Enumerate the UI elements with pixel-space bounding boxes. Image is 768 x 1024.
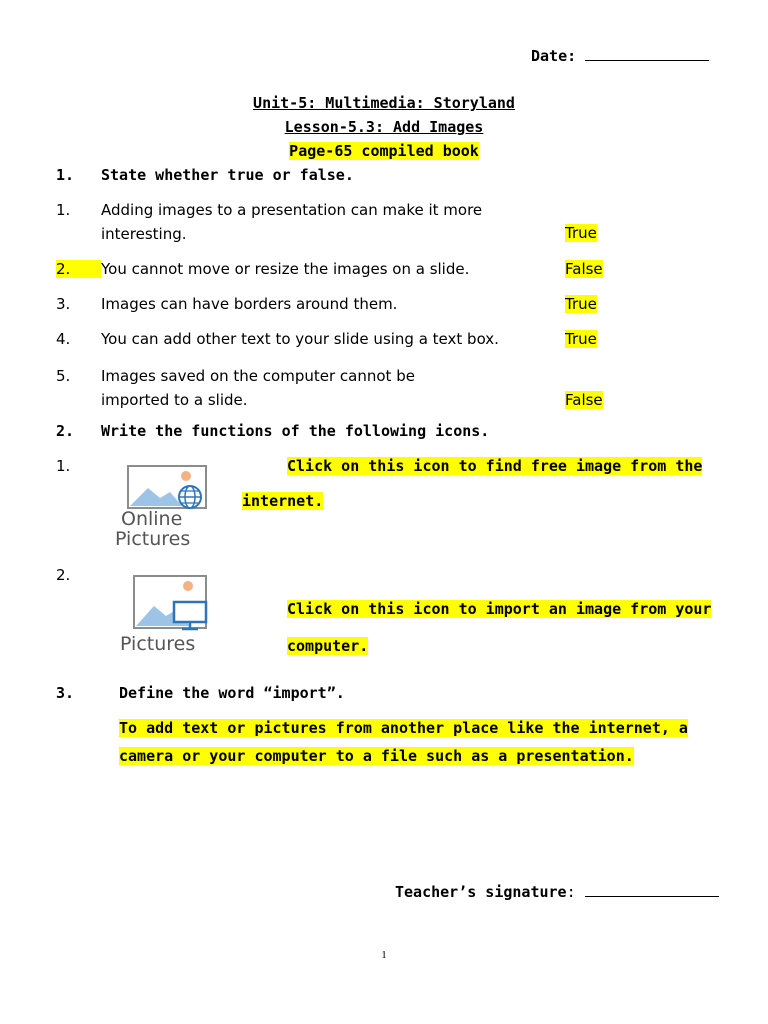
section3-heading: Define the word “import”. [119, 684, 345, 702]
icon-label-line1: Pictures [120, 633, 196, 655]
tf-answer: False [565, 260, 603, 278]
unit-title: Unit-5: Multimedia: Storyland [253, 94, 515, 112]
tf-answer: True [565, 295, 597, 313]
section3-answer-cont [119, 747, 634, 765]
icon-answer [287, 457, 702, 475]
icon-answer-line2: computer. [287, 637, 369, 655]
tf-statement-cont: imported to a slide. [101, 391, 248, 409]
section3-number: 3. [56, 684, 75, 702]
tf-num: 4. [56, 330, 71, 348]
signature-blank [585, 896, 719, 897]
section1-number: 1. [56, 166, 75, 184]
tf-answer: True [565, 224, 597, 242]
tf-statement: You cannot move or resize the images on a slide. [101, 260, 470, 278]
tf-num: 5. [56, 367, 71, 385]
section3-answer [119, 719, 688, 737]
icon-answer-line2: internet. [242, 492, 324, 510]
tf-statement: Images saved on the computer cannot be [101, 367, 415, 385]
icon-answer-cont [242, 492, 323, 510]
icon-answer-line1: Click on this icon to find free image from the [287, 457, 703, 475]
date-field [531, 47, 709, 65]
section3-answer-line1: To add text or pictures from another place like the internet, a [119, 719, 688, 737]
date-blank [585, 60, 709, 61]
icon-answer [287, 600, 711, 618]
tf-answer: False [565, 391, 603, 409]
section1-heading: State whether true or false. [101, 166, 354, 184]
icon-answer-cont [287, 637, 368, 655]
page-reference [0, 142, 768, 160]
icon-label-line1: Online [121, 508, 183, 530]
icon-label-line2: Pictures [115, 528, 191, 550]
tf-num: 2. [56, 260, 101, 278]
page-reference-text: Page-65 compiled book [289, 142, 479, 160]
tf-num: 3. [56, 295, 71, 313]
signature-label: Teacher’s signature [395, 883, 567, 901]
tf-num: 1. [56, 201, 71, 219]
section2-number: 2. [56, 422, 75, 440]
section2-heading: Write the functions of the following icons. [101, 422, 490, 440]
tf-answer: True [565, 330, 597, 348]
icon-item-num: 2. [56, 566, 71, 584]
tf-statement: You can add other text to your slide using a text box. [101, 330, 499, 348]
tf-statement: Images can have borders around them. [101, 295, 398, 313]
icon-answer-line1: Click on this icon to import an image from your [287, 600, 712, 618]
signature-field [395, 883, 719, 901]
tf-statement-cont: interesting. [101, 225, 187, 243]
date-label: Date: [531, 47, 577, 65]
tf-statement: Adding images to a presentation can make it more [101, 201, 483, 219]
lesson-title: Lesson-5.3: Add Images [284, 118, 484, 136]
icon-item-num: 1. [56, 457, 71, 475]
signature-colon: : [566, 883, 576, 901]
pictures-icon [110, 572, 230, 660]
page-number: 1 [381, 949, 387, 961]
online-pictures-icon [110, 460, 230, 552]
section3-answer-line2: camera or your computer to a file such as a presentation. [119, 747, 634, 765]
